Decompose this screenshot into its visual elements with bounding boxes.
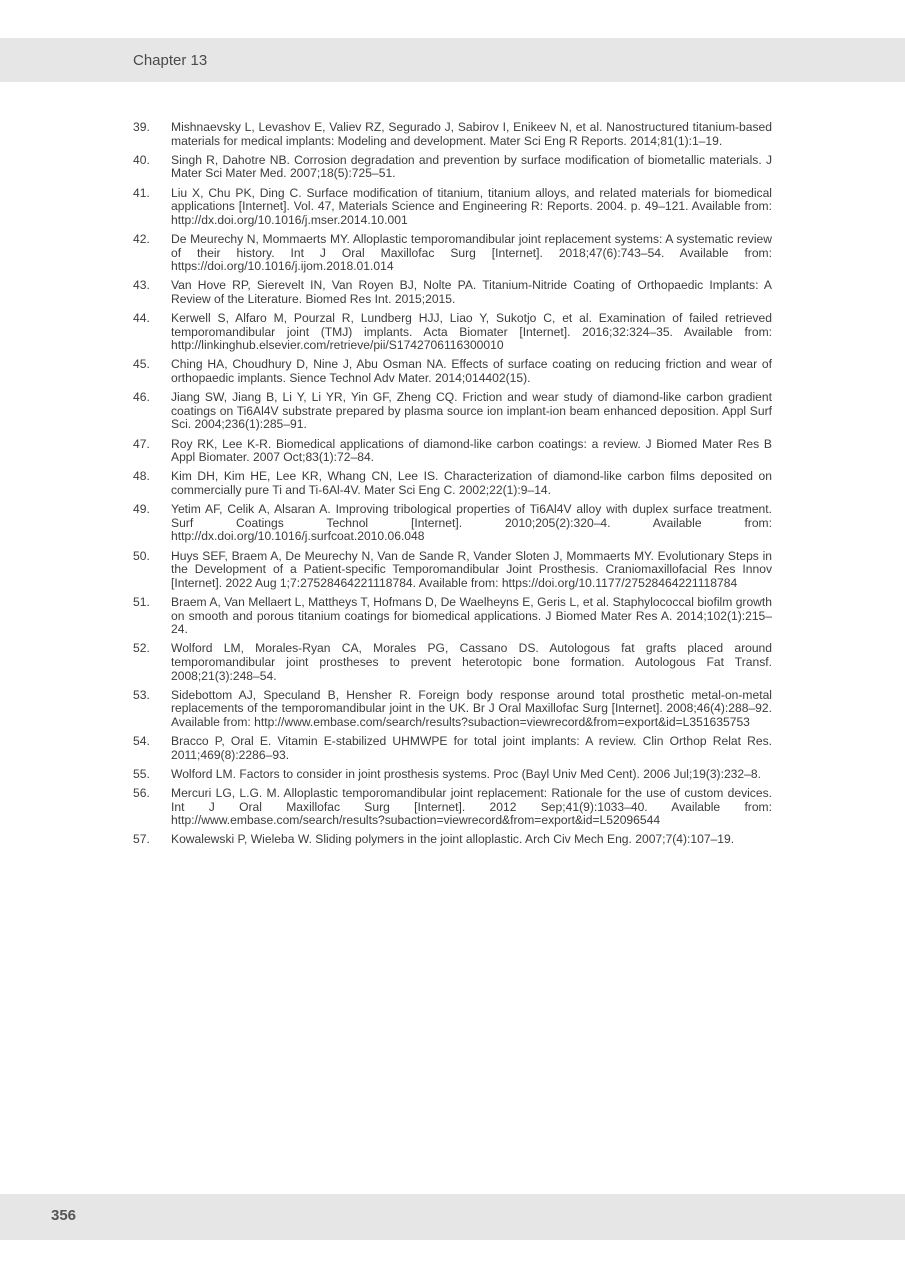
reference-text: Kim DH, Kim HE, Lee KR, Whang CN, Lee IS. Characterization of diamond-like carbon films deposited on commercially pure Ti and Ti-6Al-4V. Mater Sci Eng C. 2002;22(1):9–14. (171, 469, 772, 497)
reference-text: Kowalewski P, Wieleba W. Sliding polymers in the joint alloplastic. Arch Civ Mech Eng. 2007;7(4):107–19. (171, 832, 735, 847)
reference-item (133, 689, 772, 730)
reference-number: 57. (133, 832, 150, 847)
reference-item (133, 187, 772, 228)
reference-text: Wolford LM. Factors to consider in joint prosthesis systems. Proc (Bayl Univ Med Cent). 2006 Jul;19(3):232–8. (171, 766, 761, 781)
reference-item (133, 438, 772, 465)
reference-number: 43. (133, 278, 150, 293)
reference-number: 46. (133, 390, 150, 405)
reference-number: 44. (133, 311, 150, 326)
reference-text: Roy RK, Lee K-R. Biomedical applications of diamond-like carbon coatings: a review. J Biomed Mater Res B Appl Biomater. 2007 Oct;83(1):72–84. (171, 436, 772, 465)
reference-text: Mishnaevsky L, Levashov E, Valiev RZ, Segurado J, Sabirov I, Enikeev N, et al. Nanostructured titanium-based materials for medical implants: Modeling and development. Mater Sci Eng R Reports. 2014;81(1):1–19. (171, 120, 772, 148)
reference-text: De Meurechy N, Mommaerts MY. Alloplastic temporomandibular joint replacement systems: A systematic review of their history. Int J Oral Maxillofac Surg [Internet]. 2018;47(6):743–54. Available from: https://doi.org/10.1016/j.ijom.2018.01.014 (171, 231, 772, 274)
reference-text: Van Hove RP, Sierevelt IN, Van Royen BJ, Nolte PA. Titanium-Nitride Coating of Orthopaedic Implants: A Review of the Literature. Biomed Res Int. 2015;2015. (171, 278, 772, 306)
reference-text: Jiang SW, Jiang B, Li Y, Li YR, Yin GF, Zheng CQ. Friction and wear study of diamond-like carbon gradient coatings on Ti6Al4V substrate prepared by plasma source ion implant-ion beam enhanced deposition. Appl Surf Sci. 2004;236(1):285–91. (171, 390, 772, 432)
reference-item (133, 312, 772, 353)
reference-number: 53. (133, 687, 150, 702)
reference-number: 40. (133, 152, 150, 167)
reference-list (133, 121, 772, 853)
reference-number: 47. (133, 436, 150, 451)
reference-item (133, 503, 772, 544)
reference-item (133, 735, 772, 762)
page-number: 356 (51, 1207, 77, 1224)
reference-item (133, 642, 772, 683)
reference-number: 51. (133, 594, 150, 609)
reference-item (133, 121, 772, 148)
reference-text: Ching HA, Choudhury D, Nine J, Abu Osman NA. Effects of surface coating on reducing friction and wear of orthopaedic implants. Sience Technol Adv Mater. 2014;014402(15). (171, 357, 772, 386)
reference-item (133, 596, 772, 637)
reference-text: Wolford LM, Morales-Ryan CA, Morales PG, Cassano DS. Autologous fat grafts placed around temporomandibular joint prostheses to prevent heterotopic bone formation. Autologous Fat Transf. 2008;21(3):248–54. (171, 641, 772, 683)
page-header (0, 38, 905, 82)
reference-text: Liu X, Chu PK, Ding C. Surface modification of titanium, titanium alloys, and related materials for biomedical applications [Internet]. Vol. 47, Materials Science and Engineering R: Reports. 2004. p. 49–121. Available from: http://dx.doi.org/10.1016/j.mser.2014.10.001 (171, 185, 772, 227)
reference-item (133, 154, 772, 181)
reference-number: 41. (133, 185, 150, 200)
reference-item (133, 391, 772, 432)
reference-item (133, 550, 772, 591)
page-footer (0, 1194, 905, 1240)
reference-number: 39. (133, 120, 150, 134)
reference-number: 49. (133, 502, 150, 517)
reference-item (133, 833, 772, 847)
reference-text: Sidebottom AJ, Speculand B, Hensher R. Foreign body response around total prosthetic metal-on-metal replacements of the temporomandibular joint in the UK. Br J Oral Maxillofac Surg [Internet]. 2008;46(4):288–92. Available from: http://www.embase.com/search/results?subaction=viewrecord&from=export&id=L351635753 (171, 687, 772, 729)
reference-item (133, 279, 772, 306)
reference-text: Braem A, Van Mellaert L, Mattheys T, Hofmans D, De Waelheyns E, Geris L, et al. Staphylococcal biofilm growth on smooth and porous titanium coatings for biomedical applications. J Biomed Mater Res A. 2014;102(1):215–24. (171, 594, 772, 637)
reference-text: Singh R, Dahotre NB. Corrosion degradation and prevention by surface modification of biometallic materials. J Mater Sci Mater Med. 2007;18(5):725–51. (171, 152, 772, 181)
reference-number: 56. (133, 786, 150, 801)
reference-number: 54. (133, 734, 150, 749)
reference-item (133, 787, 772, 828)
reference-item (133, 358, 772, 385)
reference-text: Kerwell S, Alfaro M, Pourzal R, Lundberg HJJ, Liao Y, Sukotjo C, et al. Examination of failed retrieved temporomandibular joint (TMJ) implants. Acta Biomater [Internet]. 2016;32:324–35. Available from: http://linkinghub.elsevier.com/retrieve/pii/S1742706116300010 (171, 311, 772, 353)
reference-number: 55. (133, 766, 150, 781)
reference-number: 45. (133, 357, 150, 372)
reference-number: 48. (133, 469, 150, 484)
reference-item (133, 233, 772, 274)
reference-number: 42. (133, 231, 150, 246)
reference-text: Yetim AF, Celik A, Alsaran A. Improving tribological properties of Ti6Al4V alloy with duplex surface treatment. Surf Coatings Technol [Internet]. 2010;205(2):320–4. Available from: http://dx.doi.org/10.1016/j.surfcoat.2010.06.048 (171, 502, 772, 544)
reference-number: 50. (133, 548, 150, 563)
reference-text: Huys SEF, Braem A, De Meurechy N, Van de Sande R, Vander Sloten J, Mommaerts MY. Evolutionary Steps in the Development of a Patient-specific Temporomandibular Joint Prosthesis. Craniomaxillofacial Res Innov [Internet]. 2022 Aug 1;7:27528464221118784. Available from: https://doi.org/10.1177/27528464221118784 (171, 548, 772, 590)
reference-text: Mercuri LG, L.G. M. Alloplastic temporomandibular joint replacement: Rationale for the use of custom devices. Int J Oral Maxillofac Surg [Internet]. 2012 Sep;41(9):1033–40. Available from: http://www.embase.com/search/results?subaction=viewrecord&from=export&id=L52096544 (171, 786, 772, 828)
reference-item (133, 768, 772, 782)
reference-number: 52. (133, 641, 150, 656)
reference-text: Bracco P, Oral E. Vitamin E-stabilized UHMWPE for total joint implants: A review. Clin Orthop Relat Res. 2011;469(8):2286–93. (171, 734, 772, 762)
chapter-title: Chapter 13 (133, 52, 208, 69)
reference-item (133, 470, 772, 497)
